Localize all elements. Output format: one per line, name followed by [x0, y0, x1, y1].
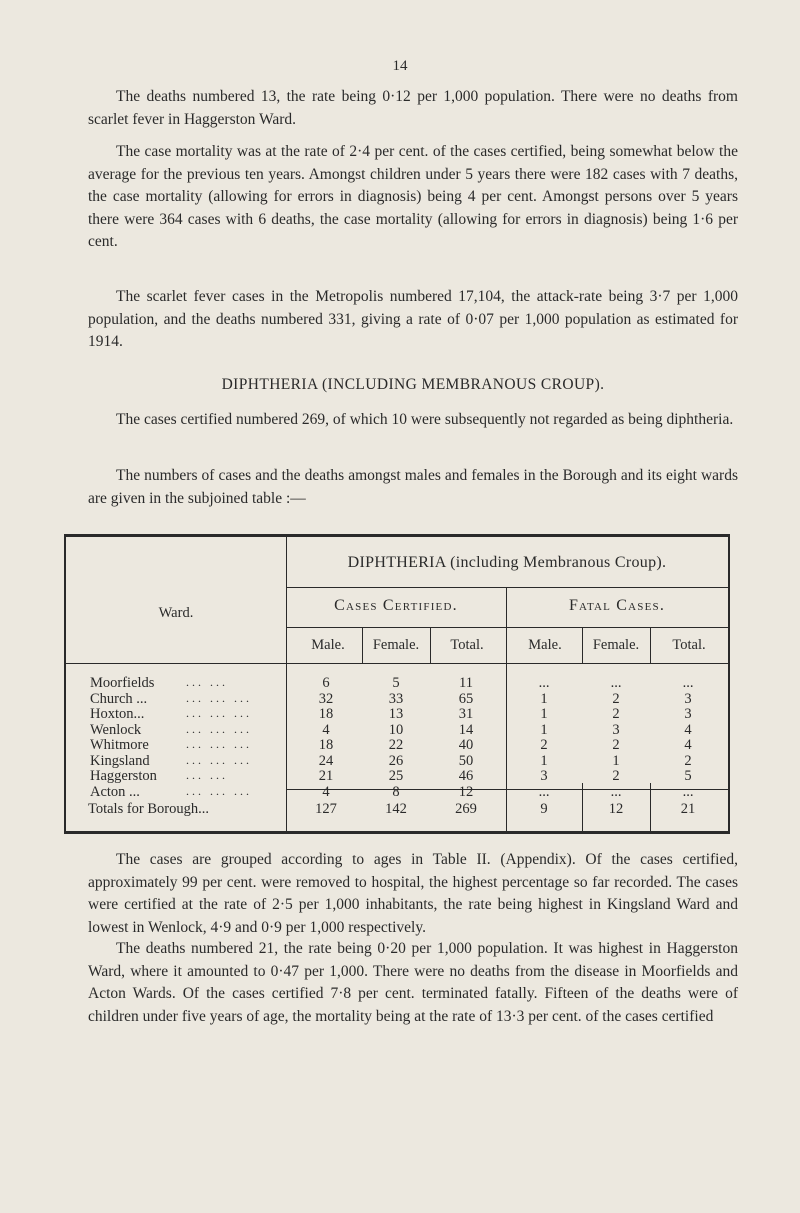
table-divider	[582, 627, 583, 663]
col-header-cases-female: Female.	[372, 637, 420, 653]
leader-dots: ... ... ...	[186, 706, 252, 720]
cell-cases-total: 12	[458, 783, 474, 800]
total-cases-female: 142	[385, 801, 407, 817]
paragraph-text: The deaths numbered 21, the rate being 0·20 per 1,000 population. It was highest in Haggerston Ward, where it amounted to 0·47 per 1,000. There were no deaths from the disease in Moorfields and Acton Wards. Of the cases certified 7·8 per cent. terminated fatally. Fifteen of the deaths were of children under five years of age, the mortality being at the rate of 13·3 per cent. of the cases certified	[88, 940, 738, 1025]
total-cases-total: 269	[455, 801, 477, 817]
cell-cases-female: 22	[388, 737, 404, 753]
fatal-cases-header: Fatal Cases.	[568, 597, 666, 614]
ward-name: Haggerston	[90, 768, 157, 784]
cell-fatal-total: 4	[684, 721, 692, 738]
cell-cases-total: 50	[458, 752, 474, 769]
paragraph-scarlet-deaths	[88, 86, 738, 131]
cell-cases-male: 24	[318, 752, 334, 769]
leader-dots: ... ... ...	[186, 752, 252, 767]
paragraph-text: The scarlet fever cases in the Metropolis numbered 17,104, the attack-rate being 3·7 per 1,000 population, and the deaths numbered 331, giving a rate of 0·07 per 1,000 population as estimated for 1914.	[88, 288, 738, 350]
cell-fatal-male: 1	[540, 690, 548, 707]
cell-cases-female: 10	[388, 721, 404, 738]
table-divider	[286, 537, 287, 831]
cell-cases-male: 21	[318, 768, 334, 784]
cell-cases-total: 11	[459, 675, 473, 691]
cell-fatal-total: 3	[684, 690, 692, 707]
total-cases-male: 127	[315, 801, 337, 817]
table-divider	[362, 627, 363, 663]
cell-fatal-male: ...	[538, 783, 550, 800]
cell-cases-male: 18	[318, 737, 334, 753]
paragraph-case-mortality	[88, 141, 738, 254]
leader-dots: ... ... ...	[186, 737, 252, 751]
ward-header: Ward.	[158, 605, 194, 621]
ward-name: Hoxton...	[90, 706, 145, 722]
cell-fatal-male: ...	[538, 675, 550, 691]
ward-name: Wenlock	[90, 721, 142, 738]
cell-cases-male: 4	[322, 783, 330, 800]
total-fatal-total: 21	[680, 801, 696, 817]
paragraph-text: The cases are grouped according to ages in Table II. (Appendix). Of the cases certified, approximately 99 per cent. were removed to hospital, the highest percentage so far recorded. The cases were certified at the rate of 2·5 per 1,000 inhabitants, the rate being highest in Kingsland Ward and lowest in Wenlock, 4·9 and 0·9 per 1,000 respectively.	[88, 851, 738, 936]
paragraph-table-intro	[88, 465, 738, 510]
cell-fatal-female: 3	[612, 721, 620, 738]
table-rule	[286, 627, 728, 628]
cell-cases-total: 65	[458, 690, 474, 707]
cell-fatal-total: 4	[684, 737, 692, 753]
leader-dots: ... ...	[186, 675, 228, 689]
cell-cases-male: 6	[322, 675, 330, 691]
cell-cases-female: 5	[392, 675, 400, 691]
ward-name: Moorfields	[90, 675, 155, 691]
cell-fatal-total: ...	[682, 675, 694, 691]
paragraph-age-groups	[88, 849, 738, 939]
total-fatal-male: 9	[540, 801, 548, 817]
leader-dots: ... ... ...	[186, 783, 252, 798]
cell-cases-female: 33	[388, 690, 404, 707]
table-divider	[582, 783, 583, 831]
cell-fatal-female: 1	[612, 752, 620, 769]
paragraph-text: The case mortality was at the rate of 2·4 per cent. of the cases certified, being somewhat below the average for the previous ten years. Amongst children under 5 years there were 182 cases with 7 deaths, the case mortality (allowing for errors in diagnosis) being 4 per cent. Amongst persons over 5 years there were 364 cases with 6 deaths, the case mortality (allowing for errors in diagnosis) being 1·6 per cent.	[88, 143, 738, 250]
table-divider	[650, 783, 651, 831]
cell-cases-male: 18	[318, 706, 334, 722]
cell-fatal-male: 1	[540, 721, 548, 738]
paragraph-cases-certified	[88, 409, 738, 432]
table-divider	[430, 627, 431, 663]
cell-cases-male: 32	[318, 690, 334, 707]
table-divider	[506, 587, 507, 831]
totals-label: Totals for Borough...	[88, 801, 210, 817]
cell-cases-total: 46	[458, 768, 474, 784]
paragraph-deaths-rate	[88, 938, 738, 1028]
total-fatal-female: 12	[608, 801, 624, 817]
leader-dots: ... ...	[186, 768, 228, 782]
col-header-fatal-female: Female.	[592, 637, 640, 653]
col-header-fatal-male: Male.	[528, 637, 562, 653]
cell-fatal-female: 2	[612, 737, 620, 753]
ward-name: Church ...	[90, 690, 148, 707]
cell-fatal-total: 3	[684, 706, 692, 722]
ward-name: Acton ...	[90, 783, 140, 800]
col-header-cases-total: Total.	[450, 637, 484, 653]
section-heading-diphtheria: DIPHTHERIA (INCLUDING MEMBRANOUS CROUP).	[221, 376, 605, 393]
cell-cases-female: 26	[388, 752, 404, 769]
cell-cases-male: 4	[322, 721, 330, 738]
cell-fatal-male: 2	[540, 737, 548, 753]
paragraph-text: The cases certified numbered 269, of which 10 were subsequently not regarded as being diphtheria.	[116, 411, 734, 428]
table-divider	[650, 627, 651, 663]
cell-fatal-total: 5	[684, 768, 692, 784]
table-rule	[66, 663, 728, 664]
cell-fatal-male: 3	[540, 768, 548, 784]
paragraph-text: The numbers of cases and the deaths amongst males and females in the Borough and its eight wards are given in the subjoined table :—	[88, 467, 738, 507]
cell-cases-total: 40	[458, 737, 474, 753]
cell-fatal-female: ...	[610, 783, 622, 800]
cell-fatal-female: 2	[612, 690, 620, 707]
col-header-cases-male: Male.	[311, 637, 345, 653]
col-header-fatal-total: Total.	[672, 637, 706, 653]
leader-dots: ... ... ...	[186, 690, 252, 705]
paragraph-text: The deaths numbered 13, the rate being 0·12 per 1,000 population. There were no deaths from scarlet fever in Haggerston Ward.	[88, 88, 738, 128]
cell-fatal-female: 2	[612, 768, 620, 784]
cell-cases-female: 13	[388, 706, 404, 722]
paragraph-metropolis	[88, 286, 738, 354]
cell-cases-female: 25	[388, 768, 404, 784]
diphtheria-table	[64, 534, 730, 834]
cell-fatal-female: 2	[612, 706, 620, 722]
cases-certified-header: Cases Certified.	[334, 597, 458, 614]
ward-name: Kingsland	[90, 752, 150, 769]
cell-fatal-total: ...	[682, 783, 694, 800]
page-number: 14	[392, 58, 408, 74]
cell-fatal-total: 2	[684, 752, 692, 769]
cell-fatal-male: 1	[540, 752, 548, 769]
cell-cases-total: 14	[458, 721, 474, 738]
ward-name: Whitmore	[90, 737, 149, 753]
cell-fatal-female: ...	[610, 675, 622, 691]
leader-dots: ... ... ...	[186, 721, 252, 736]
cell-cases-total: 31	[458, 706, 474, 722]
cell-cases-female: 8	[392, 783, 400, 800]
table-rule	[286, 587, 728, 588]
cell-fatal-male: 1	[540, 706, 548, 722]
main-header: DIPHTHERIA (including Membranous Croup).	[347, 554, 667, 571]
